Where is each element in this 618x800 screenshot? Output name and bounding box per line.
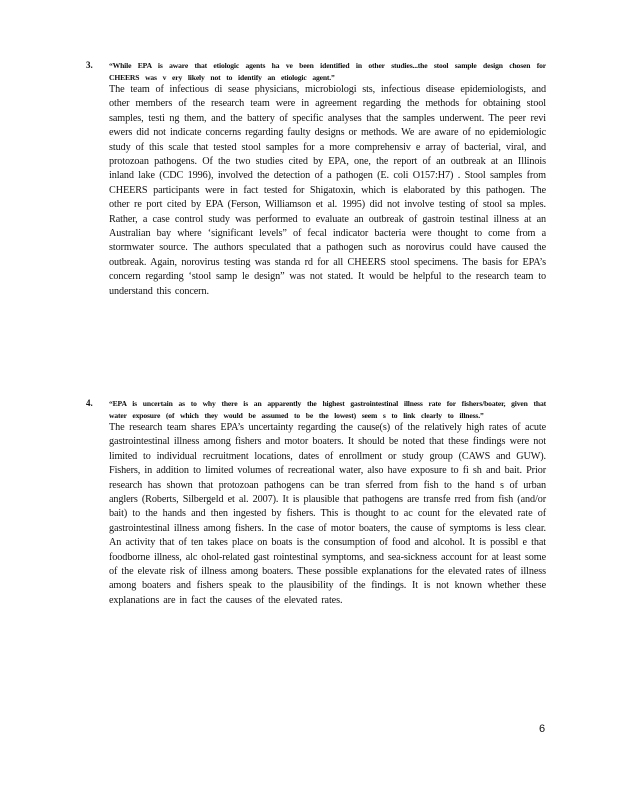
epa-comment-quote: “While EPA is aware that etiologic agents ha ve been identified in other studies...the stool sample design chosen for CHEERS was v ery likely not to identify an etiologic agent.”	[109, 61, 546, 82]
item-number: 3.	[86, 60, 93, 70]
comment-item-4	[86, 398, 546, 608]
response-paragraph: The team of infectious di sease physicians, microbiologi sts, infectious disease epidemiologists, and other members of the research team were in agreement regarding the methods for obtaining stool samples, testi ng them, and the battery of specific analyses that the samples underwent. The peer revi ewers did not indicate concerns regarding faulty designs or methods. We are aware of no epidemiologic study of this scale that tested stool samples for a more comprehensiv e array of bacterial, viral, and protozoan pathogens. Of the two studies cited by EPA, one, the report of an outbreak at an Illinois inland lake (CDC 1996), involved the detection of a pathogen (E. coli O157:H7) . Stool samples from CHEERS participants were in fact tested for Shigatoxin, which is elaborated by this pathogen. The other re port cited by EPA (Ferson, Williamson et al. 1995) did not involve testing of stool sa mples. Rather, a case control study was performed to evaluate an outbreak of gastroin testinal illness at an Australian bay where ‘significant levels” of fecal indicator bacteria were thought to come from a stormwater source. The authors speculated that a pathogen such as norovirus could have caused the outbreak. Again, norovirus testing was standa rd for all CHEERS stool specimens. The basis for EPA’s concern regarding ‘stool samp le design” was not stated. It would be helpful to the research team to understand this concern.	[109, 84, 546, 297]
epa-comment-quote: “EPA is uncertain as to why there is an apparently the highest gastrointestinal illness rate for fishers/boater, given that water exposure (of which they would be assumed to be the lowest) seem s to link clearly to illness.”	[109, 399, 546, 420]
item-number: 4.	[86, 398, 93, 408]
page-number: 6	[539, 723, 546, 735]
response-paragraph: The research team shares EPA’s uncertainty regarding the cause(s) of the relatively high rates of acute gastrointestinal illness among fishers and motor boaters. It should be noted that these findings were not limited to individual recruitment locations, dates of enrollment or study group (CAWS and GUW). Fishers, in addition to limited volumes of recreational water, also have exposure to fi sh and bait. Prior research has shown that protozoan pathogens can be tran sferred from fish to the hand s of urban anglers (Roberts, Silbergeld et al. 2007). It is plausible that pathogens are transfe rred from fish (and/or bait) to the hands and then ingested by fishers. This is thought to ac count for the elevated rate of gastrointestinal illness among fishers. In the case of motor boaters, the cause of symptoms is less clear. An activity that of ten takes place on boats is the consumption of food and alcohol. It is possibl e that foodborne illness, alc ohol-related gast rointestinal symptoms, and sea-sickness account for at least some of the elevate risk of illness among boaters. These possible explanations for the elevated rates of illness among boaters and fishers speak to the plausibility of the findings. It is not known whether these explanations are in fact the causes of the elevated rates.	[109, 422, 546, 606]
comment-item-3	[86, 60, 546, 299]
